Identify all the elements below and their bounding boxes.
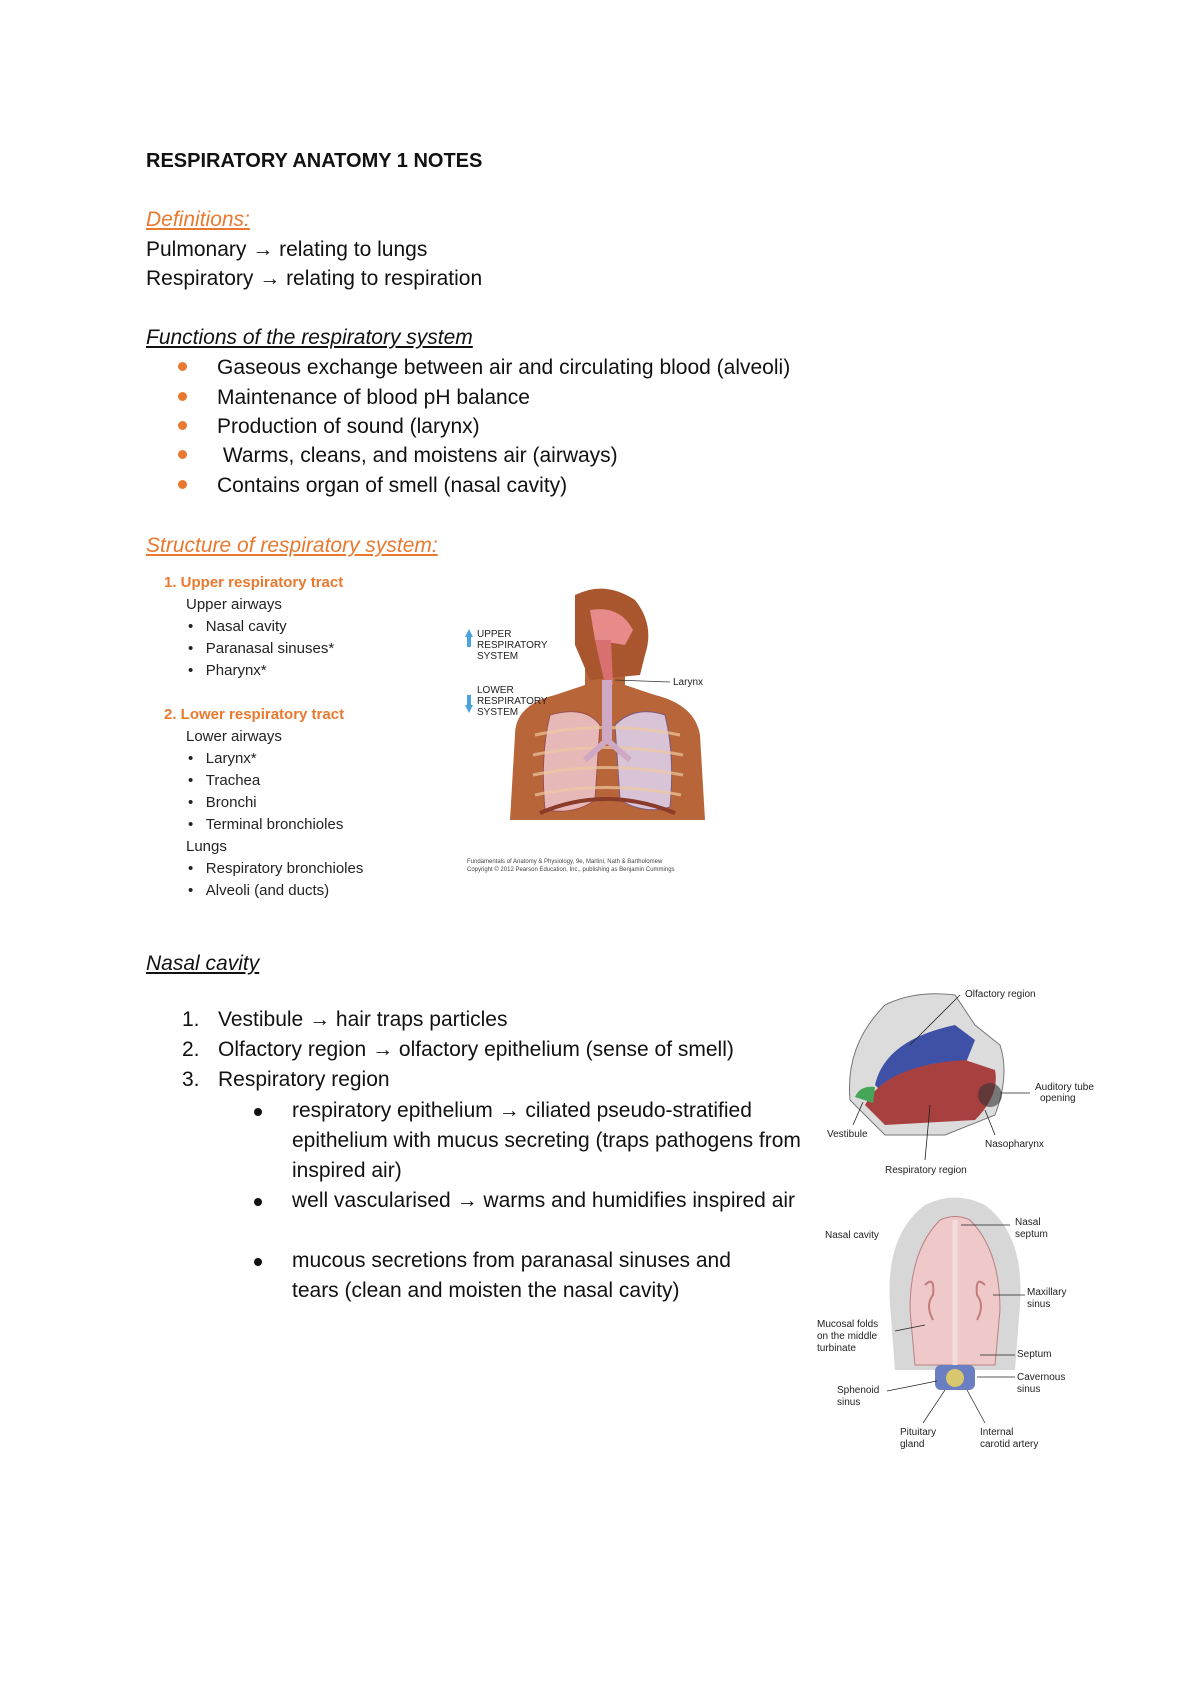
lower-tract-title: 2. Lower respiratory tract [164, 706, 345, 723]
definition-term: Respiratory [146, 267, 254, 290]
page-title: RESPIRATORY ANATOMY 1 NOTES [146, 150, 483, 172]
svg-text:opening: opening [1040, 1093, 1076, 1104]
bullet-icon [254, 1198, 262, 1206]
svg-text:SYSTEM: SYSTEM [477, 707, 519, 718]
definition-meaning: relating to respiration [286, 267, 483, 290]
list-item: Maintenance of blood pH balance [178, 386, 530, 410]
list-item: • Bronchi [188, 794, 257, 811]
list-item: • Paranasal sinuses* [188, 640, 335, 657]
list-item: Warms, cleans, and moistens air (airways) [178, 444, 618, 468]
svg-text:sinus: sinus [837, 1397, 861, 1408]
upper-airways-label: Upper airways [186, 596, 282, 613]
svg-text:on the middle: on the middle [817, 1331, 878, 1342]
maxillary-sinus-label: Maxillary [1027, 1287, 1067, 1298]
structure-heading: Structure of respiratory system: [146, 534, 438, 557]
arrow-icon: → [259, 267, 287, 290]
list-item: Production of sound (larynx) [178, 415, 480, 439]
list-item: 1. Vestibule → hair traps particles [182, 1008, 508, 1031]
list-item: Contains organ of smell (nasal cavity) [178, 474, 567, 498]
nasal-heading: Nasal cavity [146, 952, 260, 975]
svg-text:turbinate: turbinate [817, 1343, 856, 1354]
bullet-icon [178, 480, 187, 489]
bullet-icon [254, 1108, 262, 1116]
definition-meaning: relating to lungs [279, 238, 428, 261]
bullet-icon [254, 1258, 262, 1266]
upper-tract-title: 1. Upper respiratory tract [164, 574, 344, 591]
respiratory-region-label: Respiratory region [885, 1165, 967, 1176]
arrow-icon: → [252, 238, 280, 261]
respiratory-system-figure [455, 585, 730, 875]
upper-system-label: UPPER [477, 629, 512, 640]
septum-label: Septum [1017, 1349, 1052, 1360]
nasal-cavity-label: Nasal cavity [825, 1230, 879, 1241]
list-item: 2. Olfactory region → olfactory epithelium (sense of smell) [182, 1038, 734, 1061]
definition-pulmonary [146, 238, 427, 262]
list-item: mucous secretions from paranasal sinuses and tears (clean and moisten the nasal cavity) [254, 1246, 774, 1306]
list-item: • Larynx* [188, 750, 257, 767]
mucosal-folds-label: Mucosal folds [817, 1319, 879, 1330]
svg-text:carotid artery: carotid artery [980, 1439, 1039, 1450]
lungs-label: Lungs [186, 838, 227, 855]
bullet-icon [178, 421, 187, 430]
svg-text:RESPIRATORY: RESPIRATORY [477, 640, 548, 651]
pituitary-gland-label: Pituitary [900, 1427, 937, 1438]
sphenoid-sinus-label: Sphenoid [837, 1385, 880, 1396]
list-item: respiratory epithelium → ciliated pseudo-stratified epithelium with mucus secreting (traps pathogens from inspired air) [254, 1096, 814, 1186]
svg-text:SYSTEM: SYSTEM [477, 651, 519, 662]
olfactory-label: Olfactory region [965, 989, 1036, 1000]
internal-carotid-label: Internal [980, 1427, 1014, 1438]
functions-heading: Functions of the respiratory system [146, 326, 473, 349]
list-item: • Pharynx* [188, 662, 267, 679]
list-item: • Respiratory bronchioles [188, 860, 364, 877]
list-item: Gaseous exchange between air and circulating blood (alveoli) [178, 356, 790, 380]
definition-term: Pulmonary [146, 238, 247, 261]
bullet-icon [178, 450, 187, 459]
list-item: • Nasal cavity [188, 618, 287, 635]
lower-airways-label: Lower airways [186, 728, 282, 745]
lower-system-label: LOWER [477, 685, 514, 696]
tract-list [164, 572, 363, 902]
bullet-icon [178, 362, 187, 371]
list-item: • Terminal bronchioles [188, 816, 344, 833]
svg-text:gland: gland [900, 1439, 925, 1450]
list-item: • Trachea [188, 772, 261, 789]
definition-respiratory [146, 267, 482, 291]
cavernous-sinus-label: Cavernous [1017, 1372, 1066, 1383]
svg-text:Copyright © 2012 Pearson Educa: Copyright © 2012 Pearson Education, Inc., publishing as Benjamin Cummings [467, 867, 675, 873]
svg-text:sinus: sinus [1017, 1384, 1041, 1395]
svg-text:RESPIRATORY: RESPIRATORY [477, 696, 548, 707]
definitions-heading: Definitions: [146, 208, 250, 231]
vestibule-label: Vestibule [827, 1129, 868, 1140]
list-item: • Alveoli (and ducts) [188, 882, 330, 899]
larynx-label: Larynx [673, 677, 704, 688]
figure-credit: Fundamentals of Anatomy & Physiology, 9e, Martini, Nath & Bartholomew [467, 859, 663, 865]
svg-text:septum: septum [1015, 1229, 1048, 1240]
bullet-icon [178, 392, 187, 401]
nasopharynx-label: Nasopharynx [985, 1139, 1044, 1150]
svg-text:sinus: sinus [1027, 1299, 1051, 1310]
nasal-coronal-figure [815, 1195, 1115, 1475]
list-item: 3. Respiratory region [182, 1068, 390, 1091]
auditory-tube-label: Auditory tube [1035, 1082, 1094, 1093]
list-item: well vascularised → warms and humidifies inspired air [254, 1186, 814, 1216]
nasal-sagittal-figure [825, 985, 1105, 1185]
nasal-septum-label: Nasal [1015, 1217, 1041, 1228]
